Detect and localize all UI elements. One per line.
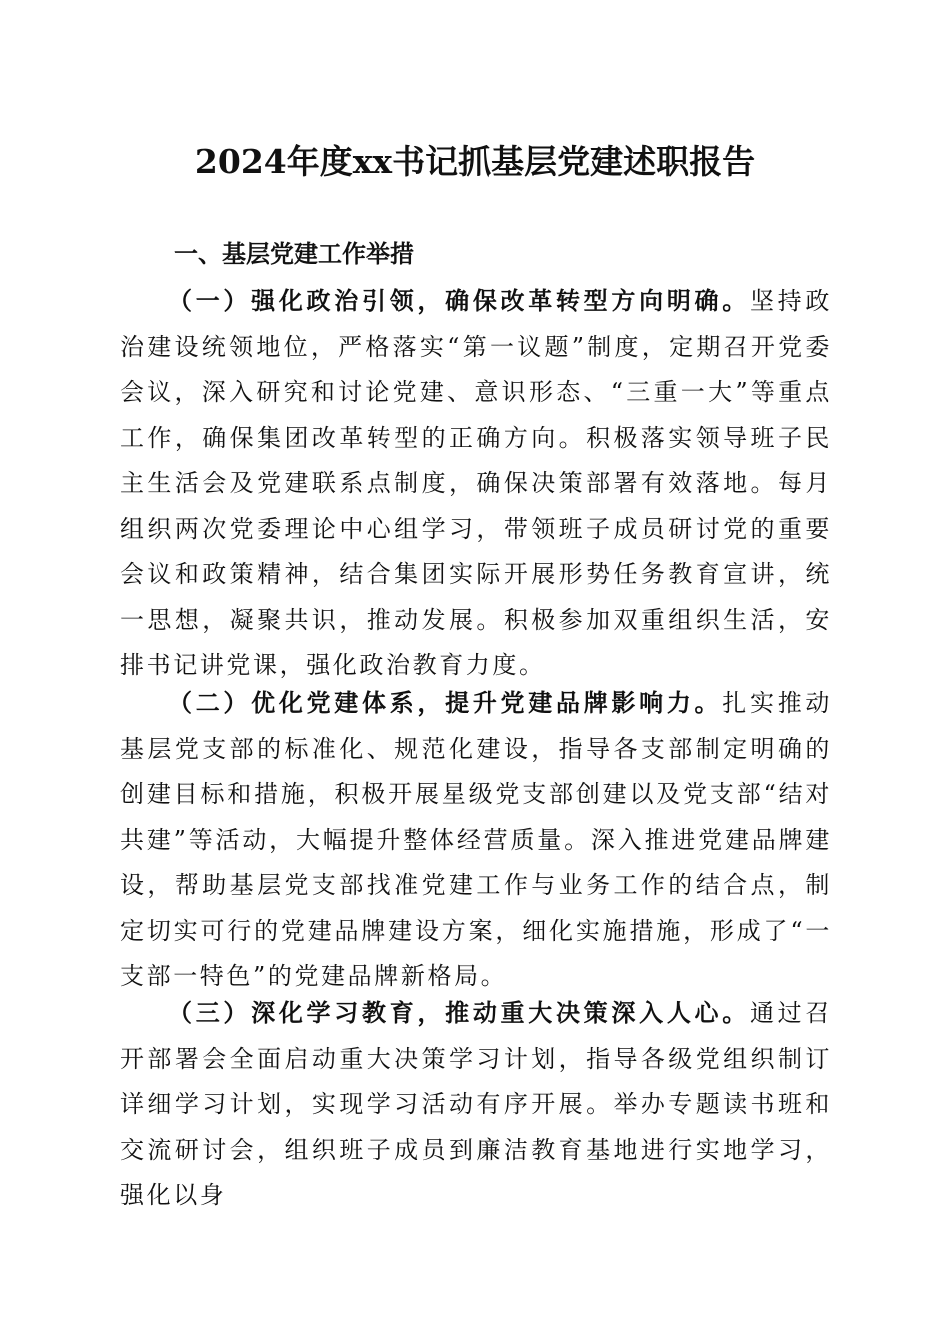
paragraph-3 (120, 990, 832, 1219)
paragraph-1-body: 坚持政治建设统领地位，严格落实“第一议题”制度，定期召开党委会议，深入研究和讨论党建、意识形态、“三重一大”等重点工作，确保集团改革转型的正确方向。积极落实领导班子民主生活会及党建联系点制度，确保决策部署有效落地。每月组织两次党委理论中心组学习，带领班子成员研讨党的重要会议和政策精神，结合集团实际开展形势任务教育宣讲，统一思想，凝聚共识，推动发展。积极参加双重组织生活，安排书记讲党课，强化政治教育力度。 (120, 287, 832, 679)
paragraph-2-lead: （二）优化党建体系，提升党建品牌影响力。 (168, 688, 723, 717)
paragraph-3-body: 通过召开部署会全面启动重大决策学习计划，指导各级党组织制订详细学习计划，实现学习活动有序开展。举办专题读书班和交流研讨会，组织班子成员到廉洁教育基地进行实地学习，强化以身 (120, 999, 832, 1209)
paragraph-1 (120, 278, 832, 689)
paragraph-2 (120, 680, 832, 1000)
paragraph-1-lead: （一）强化政治引领，确保改革转型方向明确。 (168, 286, 750, 315)
paragraph-2-body: 扎实推动基层党支部的标准化、规范化建设，指导各支部制定明确的创建目标和措施，积极开展星级党支部创建以及党支部“结对共建”等活动，大幅提升整体经营质量。深入推进党建品牌建设，帮助基层党支部找准党建工作与业务工作的结合点，制定切实可行的党建品牌建设方案，细化实施措施，形成了“一支部一特色”的党建品牌新格局。 (120, 689, 833, 990)
paragraph-3-lead: （三）深化学习教育，推动重大决策深入人心。 (168, 998, 750, 1027)
document-title: 2024年度xx书记抓基层党建述职报告 (194, 142, 756, 181)
section-heading: 一、基层党建工作举措 (174, 240, 414, 268)
